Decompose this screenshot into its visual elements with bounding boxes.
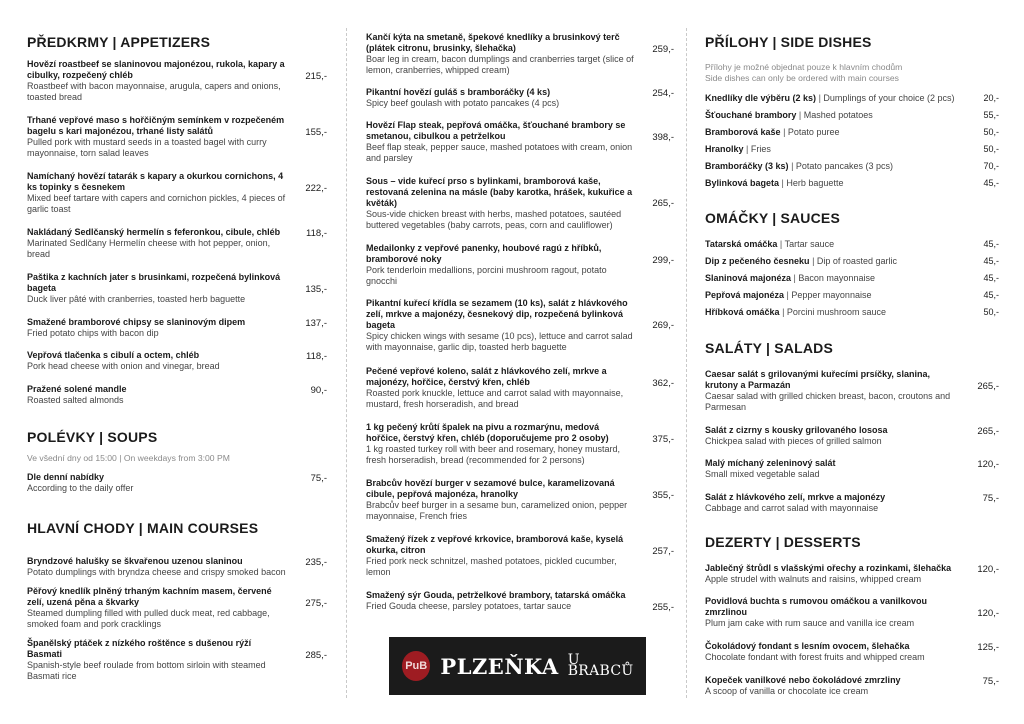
desserts-heading: DEZERTY | DESSERTS (705, 534, 861, 550)
item-name-en: Fries (750, 144, 771, 154)
logo-subtitle: U BRABCŮ (567, 652, 634, 679)
item-name-cz: Dip z pečeného česneku (705, 256, 810, 266)
item-price: 269,- (652, 320, 674, 331)
item-name-cz: Čokoládový fondant s lesním ovocem, šlehačka (705, 641, 910, 651)
side-dishes-heading: PŘÍLOHY | SIDE DISHES (705, 34, 872, 50)
item-price: 70,- (983, 161, 999, 171)
item-name-cz: Smažený sýr Gouda, petrželkové brambory, tatarská omáčka (366, 590, 626, 600)
item-price: 118,- (306, 228, 327, 239)
logo-title: PLZEŇKA (440, 653, 559, 679)
side-dishes-note-cz: Přílohy je možné objednat pouze k hlavním chodům (705, 62, 903, 72)
item-price: 120,- (977, 459, 999, 470)
item-name-en: Spicy beef goulash with potato pancakes (4 pcs) (366, 98, 560, 108)
sauce-row: Tatarská omáčka | Tartar sauce 45,- (705, 239, 999, 249)
item-price: 45,- (983, 239, 999, 249)
menu-item (366, 120, 674, 164)
item-name-en: Chickpea salad with pieces of grilled salmon (705, 436, 882, 446)
item-price: 155,- (305, 127, 327, 138)
item-name-cz: Hříbková omáčka (705, 307, 780, 317)
item-price: 255,- (652, 602, 674, 613)
item-price: 118,- (306, 351, 327, 362)
menu-item (705, 675, 999, 697)
item-name-cz: Brabcův hovězí burger v sezamové bulce, karamelizovaná cibule, pepřová majonéza, hranolky (366, 478, 615, 499)
restaurant-logo (389, 637, 646, 695)
menu-item (27, 272, 327, 305)
item-price: 235,- (305, 557, 327, 568)
item-name-cz: Bramborová kaše (705, 127, 781, 137)
item-name-en: Herb baguette (786, 178, 844, 188)
appetizers-heading: PŘEDKRMY | APPETIZERS (27, 34, 211, 50)
menu-item (27, 317, 327, 339)
sauce-row: Pepřová majonéza | Pepper mayonnaise 45,- (705, 290, 999, 300)
item-price: 75,- (982, 493, 999, 504)
item-name-en: Caesar salad with grilled chicken breast, bacon, croutons and Parmesan (705, 391, 951, 412)
item-name-en: Small mixed vegetable salad (705, 469, 820, 479)
item-name-cz: Pepřová majonéza (705, 290, 785, 300)
item-price: 75,- (310, 473, 327, 484)
item-name-cz: Caesar salát s grilovanými kuřecími prsíčky, slanina, krutony a Parmazán (705, 369, 930, 390)
menu-item (705, 563, 999, 585)
item-name-cz: Hovězí roastbeef se slaninovou majonézou, rukola, kapary a cibulky, rozpečený chléb (27, 59, 285, 80)
item-price: 285,- (305, 650, 327, 661)
menu-item (27, 556, 327, 578)
logo-seal-icon: PuB (402, 651, 430, 681)
menu-item (27, 59, 327, 103)
menu-item (366, 422, 674, 466)
item-price: 259,- (652, 44, 674, 55)
item-name-en: Spicy chicken wings with sesame (10 pcs), lettuce and carrot salad with mayonnaise, garlic dip, toasted herb baguette (366, 331, 633, 352)
side-dishes-note-en: Side dishes can only be ordered with main courses (705, 73, 899, 83)
menu-item (366, 176, 674, 231)
item-price: 254,- (652, 88, 674, 99)
side-dish-row: Šťouchané brambory | Mashed potatoes 55,- (705, 110, 999, 120)
item-price: 222,- (305, 183, 327, 194)
soups-heading: POLÉVKY | SOUPS (27, 429, 158, 445)
item-name-cz: Bylinková bageta (705, 178, 780, 188)
item-name-en: Potato dumplings with bryndza cheese and crispy smoked bacon (27, 567, 286, 577)
menu-column-middle (366, 0, 674, 724)
item-name-cz: Kopeček vanilkové nebo čokoládové zmrzliny (705, 675, 901, 685)
item-name-en: Dip of roasted garlic (816, 256, 897, 266)
item-name-cz: Nakládaný Sedlčanský hermelín s feferonkou, cibule, chléb (27, 227, 281, 237)
item-name-en: Pork tenderloin medallions, porcini mushroom ragout, potato gnocchi (366, 265, 607, 286)
menu-item (27, 472, 327, 494)
item-name-en: Pepper mayonnaise (791, 290, 872, 300)
item-name-cz: Jablečný štrůdl s vlašskými ořechy a rozinkami, šlehačka (705, 563, 952, 573)
item-name-cz: Šťouchané brambory (705, 110, 797, 120)
item-name-cz: Medailonky z vepřové panenky, houbové ragú z hříbků, bramborové noky (366, 243, 602, 264)
item-name-en: Fried potato chips with bacon dip (27, 328, 159, 338)
menu-item (27, 384, 327, 406)
item-price: 50,- (983, 307, 999, 317)
item-price: 355,- (652, 490, 674, 501)
menu-item (705, 369, 999, 413)
side-dish-row: Bylinková bageta | Herb baguette 45,- (705, 178, 999, 188)
item-price: 20,- (983, 93, 999, 103)
item-name-cz: Slaninová majonéza (705, 273, 792, 283)
item-name-en: According to the daily offer (27, 483, 134, 493)
menu-item (705, 492, 999, 514)
item-name-cz: Malý míchaný zeleninový salát (705, 458, 836, 468)
salads-heading: SALÁTY | SALADS (705, 340, 834, 356)
side-dish-row: Bramborová kaše | Potato puree 50,- (705, 127, 999, 137)
item-name-en: Potato puree (787, 127, 840, 137)
item-name-en: Pork head cheese with onion and vinegar, bread (27, 361, 220, 371)
item-name-en: Mashed potatoes (803, 110, 873, 120)
item-name-cz: Sous – vide kuřecí prso s bylinkami, bramborová kaše, restovaná zelenina na másle (baby karotka, hrášek, kukuřice a květák) (366, 176, 633, 208)
menu-item (27, 171, 327, 215)
item-price: 375,- (652, 434, 674, 445)
menu-item (366, 534, 674, 578)
item-price: 45,- (983, 290, 999, 300)
menu-item (366, 478, 674, 522)
sauce-row: Dip z pečeného česneku | Dip of roasted garlic 45,- (705, 256, 999, 266)
item-name-cz: Knedlíky dle výběru (2 ks) (705, 93, 817, 103)
menu-item (705, 425, 999, 447)
item-price: 265,- (652, 198, 674, 209)
item-price: 45,- (983, 178, 999, 188)
item-name-cz: Hranolky (705, 144, 744, 154)
main-courses-heading: HLAVNÍ CHODY | MAIN COURSES (27, 520, 259, 536)
item-name-en: Beef flap steak, pepper sauce, mashed potatoes with cream, onion and parsley (366, 142, 633, 163)
menu-item (27, 115, 327, 159)
item-name-cz: Bramboráčky (3 ks) (705, 161, 789, 171)
item-price: 135,- (305, 284, 327, 295)
item-name-en: Bacon mayonnaise (798, 273, 875, 283)
item-price: 215,- (305, 71, 327, 82)
item-name-cz: Dle denní nabídky (27, 472, 105, 482)
item-name-cz: Pikantní kuřecí křídla se sezamem (10 ks), salát z hlávkového zelí, mrkve a majonézy, česnekový dip, rozpečená bylinková bageta (366, 298, 628, 330)
item-name-en: Roastbeef with bacon mayonnaise, arugula, capers and onions, toasted bread (27, 81, 281, 102)
item-name-cz: Paštika z kachních jater s brusinkami, rozpečená bylinková bageta (27, 272, 281, 293)
item-name-en: Plum jam cake with rum sauce and vanilla ice cream (705, 618, 915, 628)
item-name-en: 1 kg roasted turkey roll with beer and rosemary, honey mustard, fresh horseradish, bread (recommended for 2 persons) (366, 444, 620, 465)
item-price: 257,- (652, 546, 674, 557)
item-price: 120,- (977, 608, 999, 619)
item-name-en: Roasted pork knuckle, lettuce and carrot salad with mayonnaise, mustard, fresh horseradish, and bread (366, 388, 624, 409)
item-name-en: Boar leg in cream, bacon dumplings and cranberries target (slice of lemon, cranberries, whipped cream) (366, 54, 634, 75)
item-name-cz: Bryndzové halušky se škvařenou uzenou slaninou (27, 556, 243, 566)
side-dish-row: Bramboráčky (3 ks) | Potato pancakes (3 pcs) 70,- (705, 161, 999, 171)
item-price: 90,- (310, 385, 327, 396)
item-name-en: Cabbage and carrot salad with mayonnaise (705, 503, 879, 513)
menu-item (27, 227, 327, 260)
item-name-cz: Smažené bramborové chipsy se slaninovým dipem (27, 317, 246, 327)
menu-item (366, 298, 674, 353)
item-name-cz: Smažený řízek z vepřové krkovice, bramborová kaše, kyselá okurka, citron (366, 534, 624, 555)
menu-column-right (705, 0, 999, 724)
item-name-en: Tartar sauce (784, 239, 835, 249)
item-price: 275,- (305, 598, 327, 609)
item-price: 45,- (983, 273, 999, 283)
item-name-en: Duck liver pâté with cranberries, toasted herb baguette (27, 294, 246, 304)
item-price: 265,- (977, 381, 999, 392)
item-price: 120,- (977, 564, 999, 575)
menu-item (366, 32, 674, 76)
sauce-row: Slaninová majonéza | Bacon mayonnaise 45,- (705, 273, 999, 283)
item-name-en: Dumplings of your choice (2 pcs) (823, 93, 955, 103)
item-name-cz: 1 kg pečený krůtí špalek na pivu a rozmarýnu, medová hořčice, čerstvý křen, chléb (doporučujeme pro 2 osoby) (366, 422, 609, 443)
item-name-en: Roasted salted almonds (27, 395, 124, 405)
menu-item (27, 350, 327, 372)
item-price: 299,- (652, 255, 674, 266)
item-name-cz: Španělský ptáček z nízkého roštěnce s dušenou rýží Basmati (27, 638, 252, 659)
menu-item (705, 641, 999, 663)
item-name-en: Marinated Sedlčany Hermelín cheese with hot pepper, onion, bread (27, 238, 271, 259)
item-name-cz: Povidlová buchta s rumovou omáčkou a vanilkovou zmrzlinou (705, 596, 928, 617)
item-name-en: Chocolate fondant with forest fruits and whipped cream (705, 652, 925, 662)
item-name-cz: Salát z hlávkového zelí, mrkve a majonézy (705, 492, 886, 502)
column-divider (346, 28, 347, 698)
item-name-en: Mixed beef tartare with capers and cornichon pickles, 4 pieces of garlic toast (27, 193, 286, 214)
item-price: 50,- (983, 144, 999, 154)
menu-item (366, 590, 674, 612)
item-name-en: Apple strudel with walnuts and raisins, whipped cream (705, 574, 922, 584)
item-name-cz: Tatarská omáčka (705, 239, 778, 249)
item-name-cz: Pečené vepřové koleno, salát z hlávkového zelí, mrkve a majonézy, hořčice, čerstvý křen, chléb (366, 366, 607, 387)
side-dish-row: Hranolky | Fries 50,- (705, 144, 999, 154)
item-name-cz: Vepřová tlačenka s cibulí a octem, chléb (27, 350, 200, 360)
soups-note: Ve všední dny od 15:00 | On weekdays from 3:00 PM (27, 453, 230, 463)
item-name-cz: Hovězí Flap steak, pepřová omáčka, šťouchané brambory se smetanou, cibulkou a petrželkou (366, 120, 626, 141)
menu-item (366, 243, 674, 287)
menu-item (366, 366, 674, 410)
menu-item (27, 638, 327, 682)
sauces-heading: OMÁČKY | SAUCES (705, 210, 841, 226)
side-dish-row: Knedlíky dle výběru (2 ks) | Dumplings of your choice (2 pcs) 20,- (705, 93, 999, 103)
item-name-en: Fried Gouda cheese, parsley potatoes, tartar sauce (366, 601, 572, 611)
item-name-en: Sous-vide chicken breast with herbs, mashed potatoes, sautéed buttered vegetables (baby carrots, peas, corn and cauliflower) (366, 209, 622, 230)
item-name-en: Potato pancakes (3 pcs) (795, 161, 893, 171)
item-price: 75,- (982, 676, 999, 687)
item-name-cz: Salát z cizrny s kousky grilovaného lososa (705, 425, 888, 435)
sauce-row: Hříbková omáčka | Porcini mushroom sauce 50,- (705, 307, 999, 317)
item-price: 265,- (977, 426, 999, 437)
menu-item (366, 87, 674, 109)
item-price: 45,- (983, 256, 999, 266)
item-name-en: Spanish-style beef roulade from bottom sirloin with steamed Basmati rice (27, 660, 266, 681)
item-name-cz: Pěřový knedlík plněný trhaným kachním masem, červené zelí, uzená pěna a škvarky (27, 586, 272, 607)
item-name-en: Fried pork neck schnitzel, mashed potatoes, pickled cucumber, lemon (366, 556, 617, 577)
item-name-cz: Kančí kýta na smetaně, špekové knedlíky a brusinkový terč (plátek citronu, brusinky, šlehačka) (366, 32, 620, 53)
item-name-cz: Pražené solené mandle (27, 384, 127, 394)
menu-item (705, 458, 999, 480)
column-divider (686, 28, 687, 698)
item-price: 50,- (983, 127, 999, 137)
item-price: 137,- (305, 318, 327, 329)
item-name-en: Steamed dumpling filled with pulled duck meat, red cabbage, smoked foam and pork cracklings (27, 608, 270, 629)
menu-item (705, 596, 999, 629)
item-price: 398,- (652, 132, 674, 143)
item-name-en: Brabcův beef burger in a sesame bun, caramelized onion, pepper mayonnaise, French fries (366, 500, 628, 521)
item-name-en: Porcini mushroom sauce (786, 307, 886, 317)
item-name-cz: Namíchaný hovězí tatarák s kapary a okurkou cornichons, 4 ks topinky s česnekem (27, 171, 284, 192)
item-name-en: Pulled pork with mustard seeds in a toasted bagel with curry mayonnaise, torn salad leaves (27, 137, 267, 158)
item-price: 55,- (983, 110, 999, 120)
item-name-cz: Pikantní hovězí guláš s bramboráčky (4 ks) (366, 87, 551, 97)
item-name-en: A scoop of vanilla or chocolate ice cream (705, 686, 869, 696)
item-price: 125,- (977, 642, 999, 653)
item-price: 362,- (652, 378, 674, 389)
menu-item (27, 586, 327, 630)
menu-column-left (27, 0, 327, 724)
item-name-cz: Trhané vepřové maso s hořčičným semínkem v rozpečeném bagelu s kari majonézou, trhané listy salátů (27, 115, 285, 136)
